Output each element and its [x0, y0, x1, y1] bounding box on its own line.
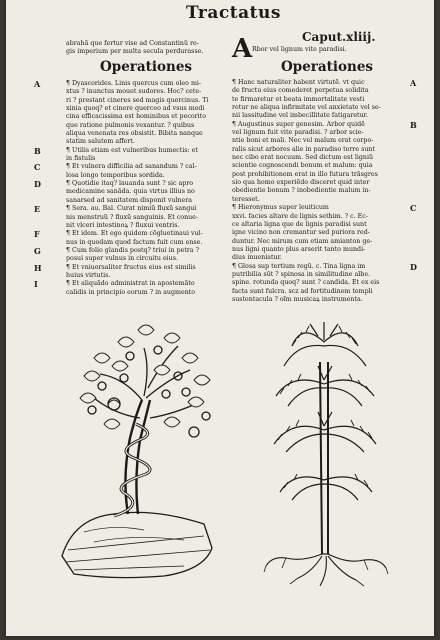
marginal-letter [410, 96, 424, 104]
text-line: ¶ Hanc naturaliter habent virtutẽ. vt quic [232, 79, 365, 86]
right-marginal-letters [410, 79, 424, 304]
marginal-letter [410, 238, 424, 246]
marginal-letter [34, 289, 48, 297]
marginal-letter: D [34, 179, 41, 190]
text-line: ¶ Utilis etiam est vulneribus humectis: et [66, 146, 198, 154]
marginal-letter [410, 271, 424, 279]
marginal-letter: B [410, 119, 417, 130]
text-line: putribilia sũt ? spinosa in similitudine albe. [232, 270, 371, 278]
left-heading: Operationes [100, 59, 193, 75]
marginal-letter [410, 154, 424, 162]
marginal-letter: D [410, 261, 417, 272]
marginal-letter [34, 214, 48, 222]
text-line: nus in quodam quod factum fuit cum ense. [66, 238, 203, 246]
text-line: spine. rotunda quoq? sunt ? candida. Et ex eis [232, 279, 380, 287]
text-line: huius virtutis. [66, 271, 111, 279]
text-line: xxvi. facies altare de lignis sethim. ? c. Ec- [232, 212, 368, 220]
marginal-letter: F [34, 229, 40, 240]
text-line: xinia quoq? et cinere querceo ad vsus medi [66, 105, 205, 113]
text-line: sanarsed ad sanitatem disponit vulnera [66, 196, 193, 204]
text-line: calidis in principio eorum ? in augmento [66, 288, 196, 296]
marginal-letter [410, 288, 424, 296]
text-line: ce altaria ligna que de lignis paradisi sunt [232, 220, 367, 228]
text-line: ri ? prestant cineres sed magis quercinus. Ti [66, 96, 209, 104]
marginal-letter: C [34, 162, 41, 173]
text-line: ¶ Hieronymus super leuiticum [232, 204, 329, 212]
text-line: nus ligni quanto plus arserit tanto mundi- [232, 245, 366, 253]
marginal-letter [34, 130, 48, 138]
text-line: que ratione pulmonis vexantur. ? quibus [66, 121, 195, 129]
marginal-letter [410, 137, 424, 145]
marginal-letter [410, 162, 424, 170]
text-line: ¶ Quotidie itaq? lauanda sunt ? sic apro [66, 180, 194, 188]
marginal-letter: H [34, 262, 42, 273]
left-intro [66, 40, 236, 57]
running-head: Tractatus [186, 3, 281, 23]
text-line: aliqua venenata res obsistit. Bibita nanque [66, 130, 203, 138]
text-line: ¶ Et vniuersaliter fructus eius est similis [66, 263, 196, 271]
tree-of-life-woodcut [262, 322, 392, 592]
text-line: obedientie bonum ? inobedientie malum in- [232, 187, 371, 195]
text-line: nec cibo erat nocuum. Sed dictum est ligniũ [232, 154, 374, 162]
marginal-letter [34, 113, 48, 121]
marginal-letter [410, 221, 424, 229]
text-line: facta sunt fulcra. scz ad fortitudinem templi [232, 287, 373, 295]
text-line: post prohibitionem erat in illo futura trãsgres [232, 170, 378, 178]
marginal-letter [34, 188, 48, 196]
text-line: nii lassitudine vel imbecillitate fatigaretur. [232, 112, 368, 120]
text-line: duntur. Nec mirum cum etiam amianton ge- [232, 237, 373, 245]
text-line: nis menstruũ ? fluxũ sanguinis. Et conue- [66, 213, 199, 221]
text-line: vel lignum fuit vite paradisi. ? arbor scie- [232, 129, 364, 137]
text-line: ¶ Glosa sup tertium regũ. c. Tina ligna im [232, 262, 366, 270]
marginal-letter [410, 104, 424, 112]
text-line: ¶ Et idem. Et ego quidem cõgluetinaui vul- [66, 230, 203, 238]
intro-line: abrahã que fertur vise ad Constantinũ re- [66, 40, 199, 47]
text-line: statim salutem affert. [66, 138, 135, 146]
right-text-block [232, 79, 408, 304]
marginal-letter [410, 229, 424, 237]
text-line: xtus ? inunctus mouet sudores. Hoc? cete- [66, 88, 202, 96]
marginal-letter: G [34, 245, 41, 256]
chapter-heading: Caput.xliij. [302, 30, 376, 44]
marginal-letter: A [410, 78, 417, 88]
right-heading: Operationes [281, 59, 374, 75]
left-marginal-letters [34, 80, 48, 297]
marginal-letter [410, 246, 424, 254]
marginal-letter [34, 105, 48, 113]
marginal-letter [410, 87, 424, 95]
text-line: teresset. [232, 195, 260, 203]
oak-tree-with-serpent-woodcut [54, 318, 226, 590]
marginal-letter: A [34, 79, 41, 89]
text-line: retur ne aliqua infirmitate vel anxietate vel se- [232, 104, 381, 112]
text-line: ¶ Cum folio glandis postq? triui in petra ? [66, 246, 200, 254]
marginal-letter [410, 296, 424, 304]
text-line: te firmaretur et beata immortalitate vesti [232, 95, 365, 103]
marginal-letter [34, 88, 48, 96]
text-line: sio qua homo experiẽdo disceret quid inter [232, 179, 370, 187]
text-line: dius inueniatur. [232, 254, 282, 262]
marginal-letter [410, 179, 424, 187]
marginal-letter [34, 97, 48, 105]
text-line: in fistulis [66, 155, 96, 163]
marginal-letter [410, 187, 424, 195]
text-line: ralis sicut arbores alie in paradiso terre sunt [232, 145, 376, 153]
text-line: ¶ Augustinus super genesim. Arbor quidẽ [232, 120, 365, 128]
text-line: medicamine sanãda. quia virtus illius no [66, 188, 195, 196]
text-line: ¶ Et vulnera difficilia ad sanandum ? cal- [66, 163, 197, 171]
text-line: igne vicino non cremantur sed puriora red- [232, 229, 370, 237]
text-line: losa longo temporibus sordida. [66, 171, 165, 179]
marginal-letter [410, 213, 424, 221]
marginal-letter [410, 129, 424, 137]
drop-capital: A [232, 34, 253, 64]
text-line: de fructu eius comederet perpetua solidita [232, 87, 369, 95]
marginal-letter [410, 146, 424, 154]
text-line: posui super vulnus in circuitu eius. [66, 255, 178, 263]
book-page [6, 0, 434, 636]
text-line: ¶ Dyascorides. Linis quercus cum oleo mi- [66, 80, 202, 87]
text-line: sustentacula ? oĩm musicaꝝ instrumenta. [232, 295, 363, 303]
marginal-letter: C [410, 203, 417, 214]
marginal-letter [34, 122, 48, 130]
marginal-letter [410, 279, 424, 287]
marginal-letter: E [34, 204, 41, 215]
marginal-letter: I [34, 279, 38, 290]
text-line: ntie boni et mali. Nec vel malum erat corpo- [232, 137, 374, 145]
marginal-letter: B [34, 145, 41, 156]
text-line: cina efficacissima est hominibus et pecorito [66, 113, 206, 121]
marginal-letter [410, 171, 424, 179]
chapter-title: Rbor vel lignum vite paradisi. [252, 46, 347, 53]
text-line: scientie cognoscendi bonum et malum: quia [232, 162, 373, 170]
left-text-block [66, 80, 236, 297]
text-line: ¶ Et aliquãdo administrat in apostemãto [66, 280, 195, 288]
text-line: ¶ Sera. au. Bal. Curat nimiũ fluxũ sangui [66, 205, 197, 213]
intro-line: gis imperium per multa secula perdurasse. [66, 48, 204, 56]
text-line: nit vlceri intestinoꝝ ? fluxui ventris. [66, 221, 180, 229]
